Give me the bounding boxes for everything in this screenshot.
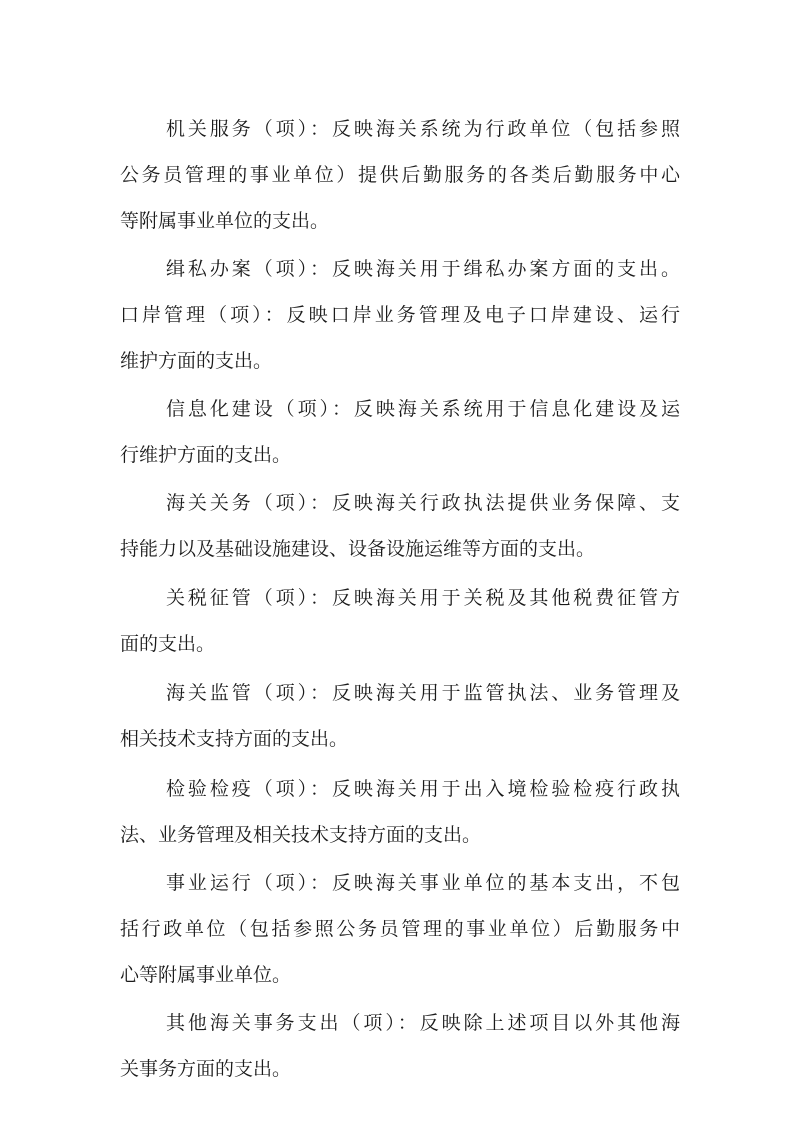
text-line: 机关服务（项）：反映海关系统为行政单位（包括参照 [166,118,680,140]
paragraph-guanshui-zhengguan [120,575,680,667]
text-line: 其他海关事务支出（项）：反映除上述项目以外其他海 [166,1012,680,1034]
paragraph-jiguan-fuwu [120,106,680,244]
text-line: 关事务方面的支出。 [120,1058,292,1080]
text-line: 持能力以及基础设施建设、设备设施运维等方面的支出。 [120,538,596,560]
text-line: 维护方面的支出。 [120,350,273,372]
text-line: 检验检疫（项）：反映海关用于出入境检验检疫行政执 [166,778,680,800]
paragraph-xinxihua-jianshe [120,386,680,478]
text-line: 缉私办案（项）：反映海关用于缉私办案方面的支出。 [166,258,680,280]
paragraph-shiye-yunxing [120,860,680,998]
text-line: 面的支出。 [120,633,216,655]
text-line: 口岸管理（项）：反映口岸业务管理及电子口岸建设、运行 [120,304,680,326]
text-line: 公务员管理的事业单位）提供后勤服务的各类后勤服务中心 [120,164,680,186]
text-line: 法、业务管理及相关技术支持方面的支出。 [120,824,482,846]
paragraph-haiguan-guanwu [120,480,680,572]
text-line: 括行政单位（包括参照公务员管理的事业单位）后勤服务中 [120,918,680,940]
text-line: 信息化建设（项）：反映海关系统用于信息化建设及运 [166,398,680,420]
paragraph-qita-haiguan-shiwu [120,1000,680,1092]
text-line: 关税征管（项）：反映海关用于关税及其他税费征管方 [166,587,680,609]
text-line: 行维护方面的支出。 [120,444,292,466]
text-line: 海关监管（项）：反映海关用于监管执法、业务管理及 [166,682,680,704]
text-line: 等附属事业单位的支出。 [120,210,330,232]
paragraph-jisi-kouan [120,246,680,384]
text-line: 事业运行（项）：反映海关事业单位的基本支出，不包 [166,872,680,894]
text-line: 相关技术支持方面的支出。 [120,728,349,750]
paragraph-jianyan-jianyi [120,766,680,858]
text-line: 海关关务（项）：反映海关行政执法提供业务保障、支 [166,492,680,514]
paragraph-haiguan-jianguan [120,670,680,762]
text-line: 心等附属事业单位。 [120,964,292,986]
